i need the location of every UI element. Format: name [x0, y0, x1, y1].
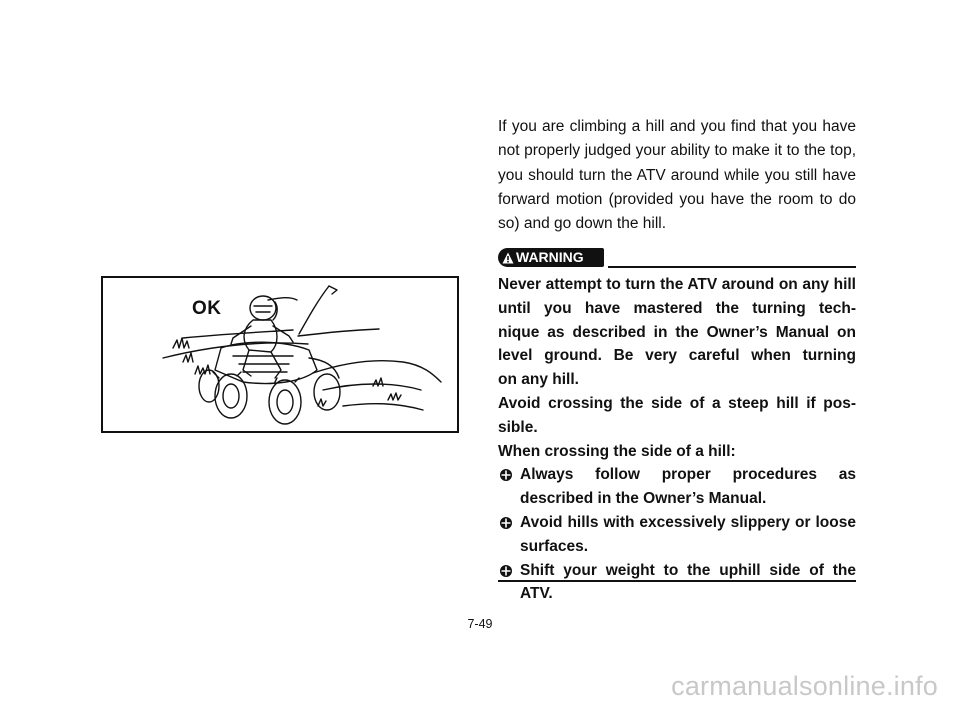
warning-badge	[498, 248, 604, 267]
warning-body	[498, 273, 856, 606]
warning-header	[498, 247, 856, 269]
warning-line: nique as described in the Owner’s Manual on level ground. Be very careful when turning	[498, 323, 856, 365]
warning-end-rule	[498, 580, 856, 582]
warning-line: sible.	[498, 418, 538, 436]
page-number: 7-49	[467, 617, 493, 631]
list-item	[498, 463, 856, 511]
warning-badge-label: WARNING	[516, 249, 584, 265]
bullet-text: Shift your weight to the uphill side of the ATV.	[520, 561, 856, 603]
bullet-text: Always follow proper procedures as described in the Owner’s Manual.	[520, 466, 856, 508]
warning-line: Never attempt to turn the ATV around on any hill until you have mastered the turning tech-	[498, 276, 856, 317]
list-item	[498, 511, 856, 559]
bullet-icon	[498, 467, 514, 483]
warning-line: Avoid crossing the side of a steep hill if pos-	[498, 394, 856, 412]
bullet-text: Avoid hills with excessively slippery or loose surfaces.	[520, 513, 856, 555]
warning-bullet-list	[498, 463, 856, 606]
list-item	[498, 559, 856, 607]
intro-paragraph: If you are climbing a hill and you find that you have not properly judged your ability to make it to the top, you should turn the ATV around while you still have forward motion (provided you have the room to do so) and go down the hill.	[498, 118, 856, 233]
warning-rule	[608, 266, 856, 268]
atv-rider-illustration	[103, 278, 457, 431]
illustration-panel	[101, 276, 459, 433]
bullet-icon	[498, 515, 514, 531]
warning-triangle-icon	[502, 252, 514, 264]
warning-line: When crossing the side of a hill:	[498, 442, 736, 460]
illustration-ok-label: OK	[192, 298, 222, 319]
watermark: carmanualsonline.info	[671, 671, 938, 701]
warning-line: on any hill.	[498, 371, 579, 389]
bullet-icon	[498, 563, 514, 579]
